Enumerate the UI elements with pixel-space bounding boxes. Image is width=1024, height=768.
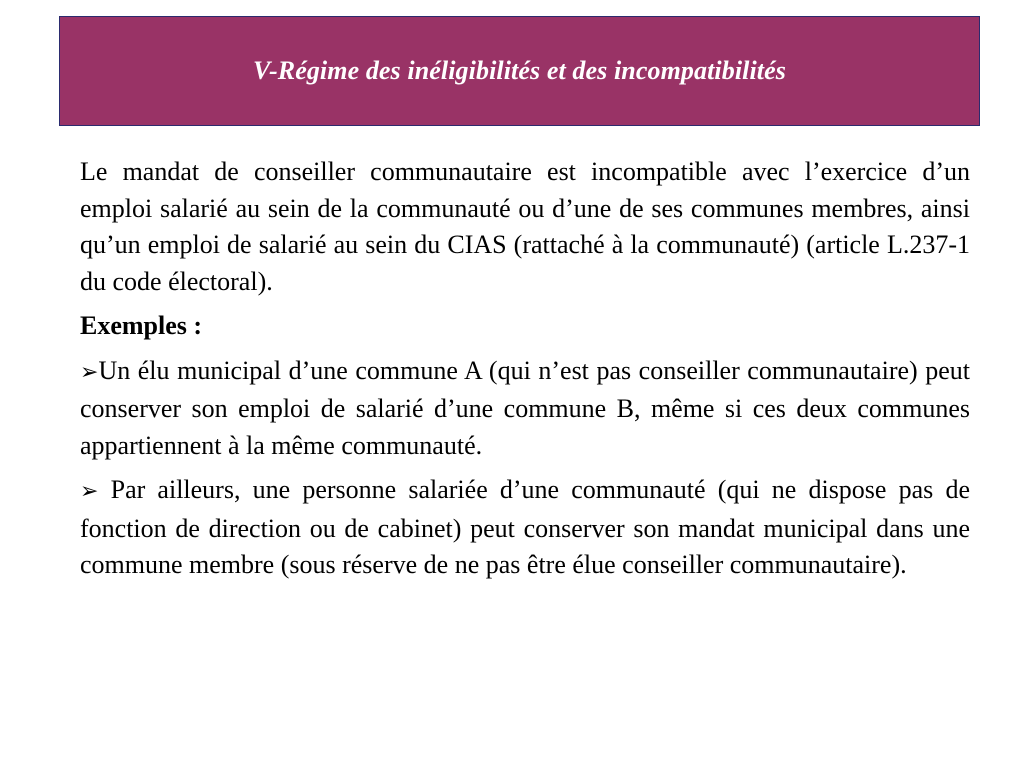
arrowhead-bullet-icon: ➢ — [80, 479, 99, 504]
bullet-item-2 — [80, 472, 970, 584]
title-banner — [59, 16, 980, 126]
slide-title: V-Régime des inéligibilités et des incompatibilités — [252, 56, 786, 85]
slide-body — [80, 154, 970, 592]
examples-heading: Exemples : — [80, 311, 203, 340]
arrowhead-bullet-icon: ➢ — [80, 359, 99, 385]
bullet-text-1: Un élu municipal d’une commune A (qui n’est pas conseiller communautaire) peut conserver son emploi de salarié d’une commune B, même si ces deux communes appartiennent à la même communauté. — [80, 355, 970, 460]
bullet-item-1 — [80, 353, 970, 465]
intro-paragraph: Le mandat de conseiller communautaire est incompatible avec l’exercice d’un emploi salarié au sein de la communauté ou d’une de ses communes membres, ainsi qu’un emploi de salarié au sein du CIAS (rattaché à la communauté) (article L.237-1 du code électoral). — [80, 157, 970, 296]
bullet-text-2: Par ailleurs, une personne salariée d’une communauté (qui ne dispose pas de fonction de direction ou de cabinet) peut conserver son mandat municipal dans une commune membre (sous réserve de ne pas être élue conseiller communautaire). — [80, 475, 970, 579]
